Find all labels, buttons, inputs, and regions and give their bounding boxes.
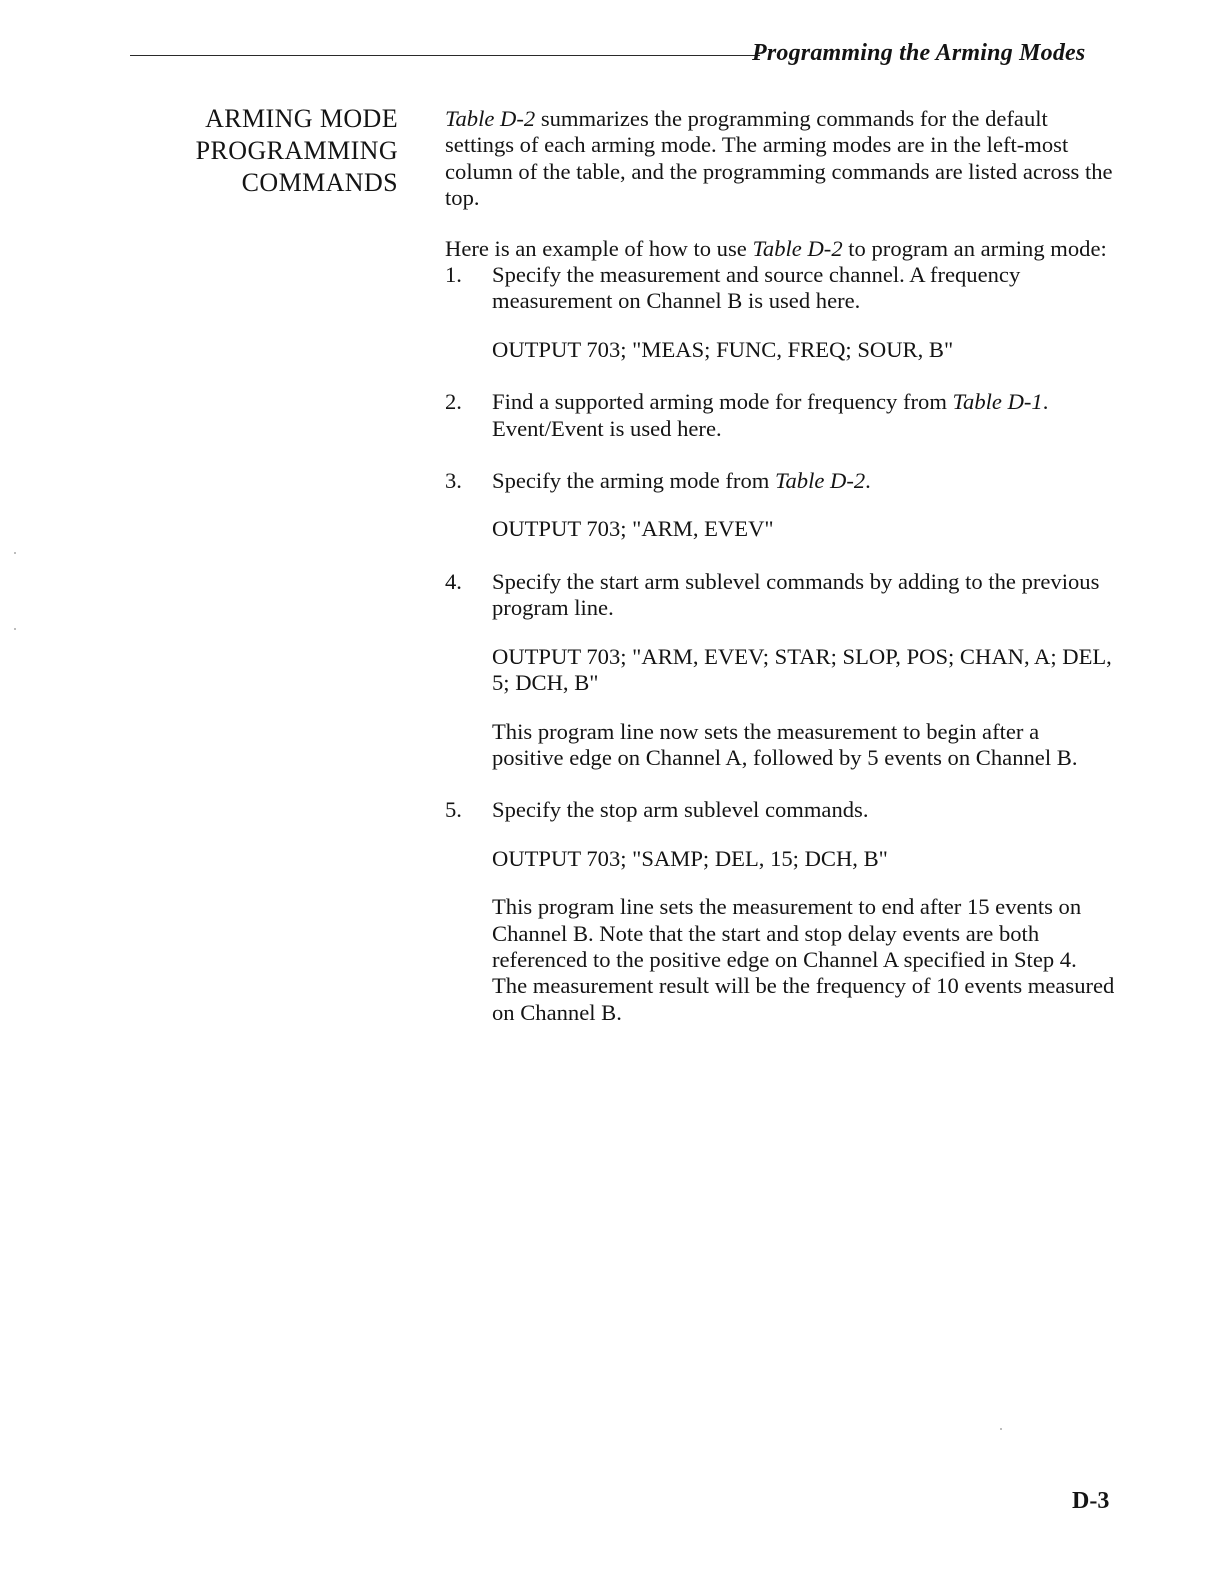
step-text xyxy=(492,468,1115,494)
code-line: OUTPUT 703; "ARM, EVEV" xyxy=(492,516,774,542)
step-text xyxy=(492,389,1115,442)
step-number: 5. xyxy=(445,797,462,823)
section-heading-line-3: COMMANDS xyxy=(241,168,398,197)
intro-text: summarizes the programming commands for the default settings of each arming mode. The arming modes are in the left-most column of the table, and the programming commands are listed across the top. xyxy=(445,106,1113,211)
code-line: OUTPUT 703; "MEAS; FUNC, FREQ; SOUR, B" xyxy=(492,336,954,362)
step-number: 4. xyxy=(445,568,462,594)
example-intro-paragraph xyxy=(445,236,1115,262)
running-head-title: Programming the Arming Modes xyxy=(752,40,1086,66)
table-reference: Table D-1 xyxy=(952,389,1043,415)
example-intro-after: to program an arming mode: xyxy=(842,235,1107,261)
example-intro-before: Here is an example of how to use xyxy=(445,235,753,261)
step-text-before: Specify the arming mode from xyxy=(492,468,775,494)
step-text: Specify the stop arm sublevel commands. xyxy=(492,797,869,823)
section-heading-line-2: PROGRAMMING xyxy=(195,136,398,165)
step-number: 2. xyxy=(445,389,462,415)
body-text xyxy=(445,106,1115,1026)
table-reference: Table D-2 xyxy=(445,106,536,131)
scan-speck xyxy=(1000,1428,1002,1430)
step-3 xyxy=(445,468,1115,543)
scan-speck xyxy=(14,552,16,554)
step-5 xyxy=(445,797,1115,1026)
section-heading xyxy=(196,103,398,199)
intro-paragraph xyxy=(445,106,1115,212)
step-text: Specify the start arm sublevel commands by adding to the previous program line. xyxy=(492,568,1100,621)
step-text-after: . Event/Event is used here. xyxy=(492,389,1049,441)
page-number: D-3 xyxy=(1072,1488,1110,1514)
table-reference: Table D-2 xyxy=(752,235,843,261)
code-line: OUTPUT 703; "SAMP; DEL, 15; DCH, B" xyxy=(492,845,888,871)
step-text: Specify the measurement and source channel. A frequency measurement on Channel B is used here. xyxy=(492,262,1021,314)
step-2 xyxy=(445,389,1115,442)
step-text-after: . xyxy=(865,468,871,494)
scan-speck xyxy=(14,628,16,630)
table-reference: Table D-2 xyxy=(774,468,866,494)
header-rule xyxy=(130,55,760,56)
step-note: This program line sets the measurement to end after 15 events on Channel B. Note that the start and stop delay events are both referenced to the positive edge on Channel A specified in Step 4. The measurement result will be the frequency of 10 events measured on Channel B. xyxy=(492,894,1115,1025)
step-1 xyxy=(445,262,1115,363)
step-note: This program line now sets the measurement to begin after a positive edge on Channel A, followed by 5 events on Channel B. xyxy=(492,718,1078,770)
step-number: 3. xyxy=(445,468,462,494)
step-text-before: Find a supported arming mode for frequency from xyxy=(492,389,953,415)
steps-list xyxy=(445,262,1115,1026)
step-4 xyxy=(445,569,1115,771)
section-heading-line-1: ARMING MODE xyxy=(205,104,398,133)
step-number: 1. xyxy=(445,262,462,288)
code-line: OUTPUT 703; "ARM, EVEV; STAR; SLOP, POS; CHAN, A; DEL, 5; DCH, B" xyxy=(492,643,1112,696)
